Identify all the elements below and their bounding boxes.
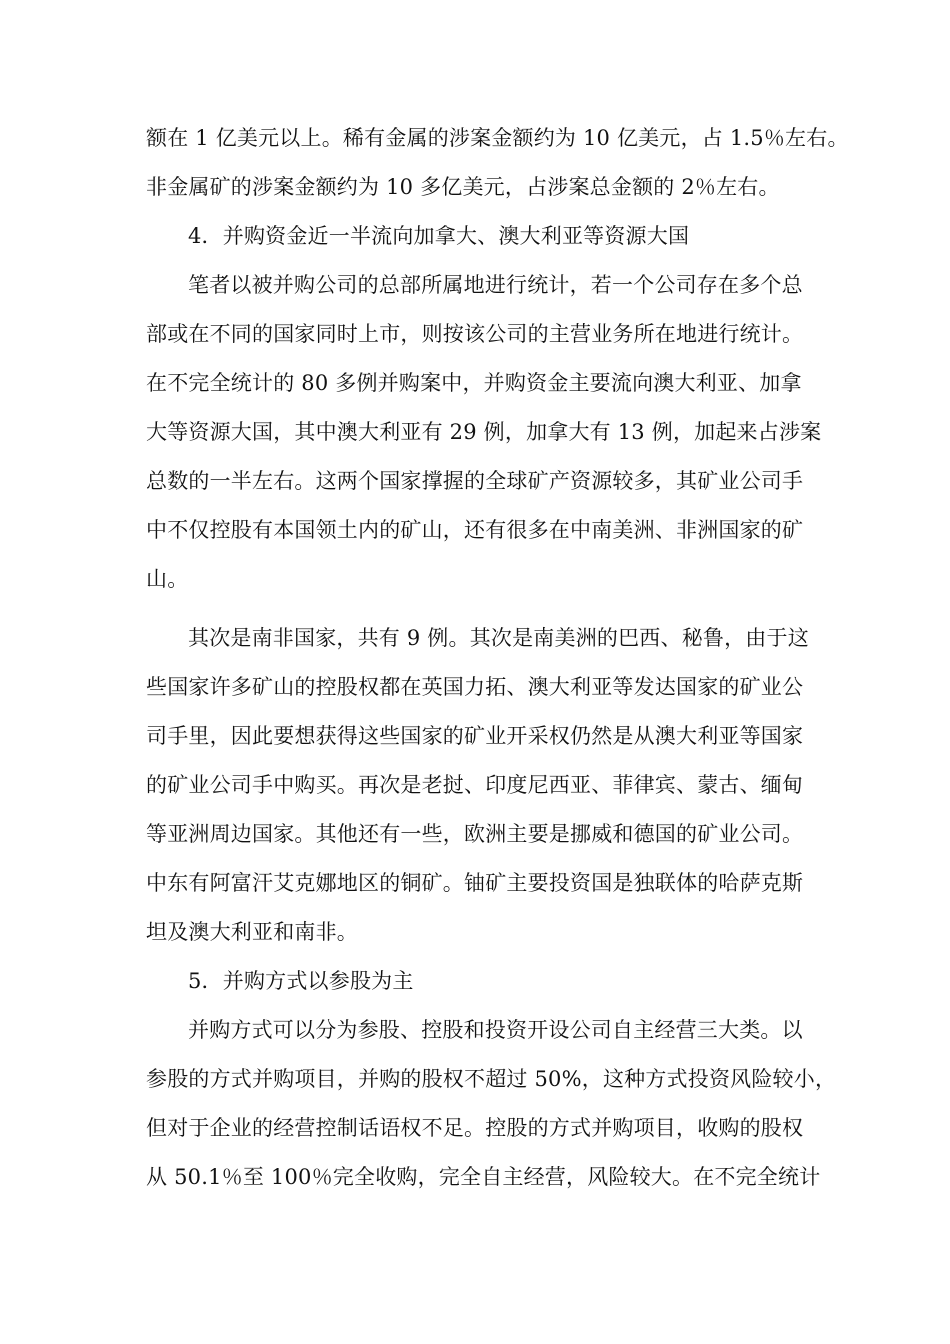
text-line-19: 并购方式可以分为参股、控股和投资开设公司自主经营三大类。以 [188,1018,803,1042]
text-line-14: 的矿业公司手中购买。再次是老挝、印度尼西亚、菲律宾、蒙古、缅甸 [146,773,804,797]
text-line-7: 大等资源大国，其中澳大利亚有 29 例，加拿大有 13 例，加起来占涉案 [146,420,822,444]
text-line-16: 中东有阿富汗艾克娜地区的铜矿。铀矿主要投资国是独联体的哈萨克斯 [146,871,804,895]
text-line-20: 参股的方式并购项目，并购的股权不超过 50%，这种方式投资风险较小， [146,1067,837,1091]
text-line-17: 坦及澳大利亚和南非。 [146,920,358,944]
section-heading-5: 5．并购方式以参股为主 [188,969,414,993]
text-line-13: 司手里，因此要想获得这些国家的矿业开采权仍然是从澳大利亚等国家 [146,724,804,748]
text-line-6: 在不完全统计的 80 多例并购案中，并购资金主要流向澳大利亚、加拿 [146,371,802,395]
text-line-11: 其次是南非国家，共有 9 例。其次是南美洲的巴西、秘鲁，由于这 [188,626,809,650]
text-line-8: 总数的一半左右。这两个国家撑握的全球矿产资源较多，其矿业公司手 [146,469,804,493]
text-line-5: 部或在不同的国家同时上市，则按该公司的主营业务所在地进行统计。 [146,322,804,346]
text-line-9: 中不仅控股有本国领土内的矿山，还有很多在中南美洲、非洲国家的矿 [146,518,804,542]
text-line-22: 从 50.1％至 100％完全收购，完全自主经营，风险较大。在不完全统计 [146,1165,821,1189]
text-line-12: 些国家许多矿山的控股权都在英国力拓、澳大利亚等发达国家的矿业公 [146,675,804,699]
text-line-1: 额在 1 亿美元以上。稀有金属的涉案金额约为 10 亿美元，占 1.5％左右。 [146,126,849,150]
text-line-2: 非金属矿的涉案金额约为 10 多亿美元，占涉案总金额的 2％左右。 [146,175,780,199]
text-line-10: 山。 [146,567,189,591]
text-line-15: 等亚洲周边国家。其他还有一些，欧洲主要是挪威和德国的矿业公司。 [146,822,804,846]
text-line-21: 但对于企业的经营控制话语权不足。控股的方式并购项目，收购的股权 [146,1116,804,1140]
section-heading-4: 4．并购资金近一半流向加拿大、澳大利亚等资源大国 [188,224,690,248]
text-line-4: 笔者以被并购公司的总部所属地进行统计，若一个公司存在多个总 [188,273,803,297]
